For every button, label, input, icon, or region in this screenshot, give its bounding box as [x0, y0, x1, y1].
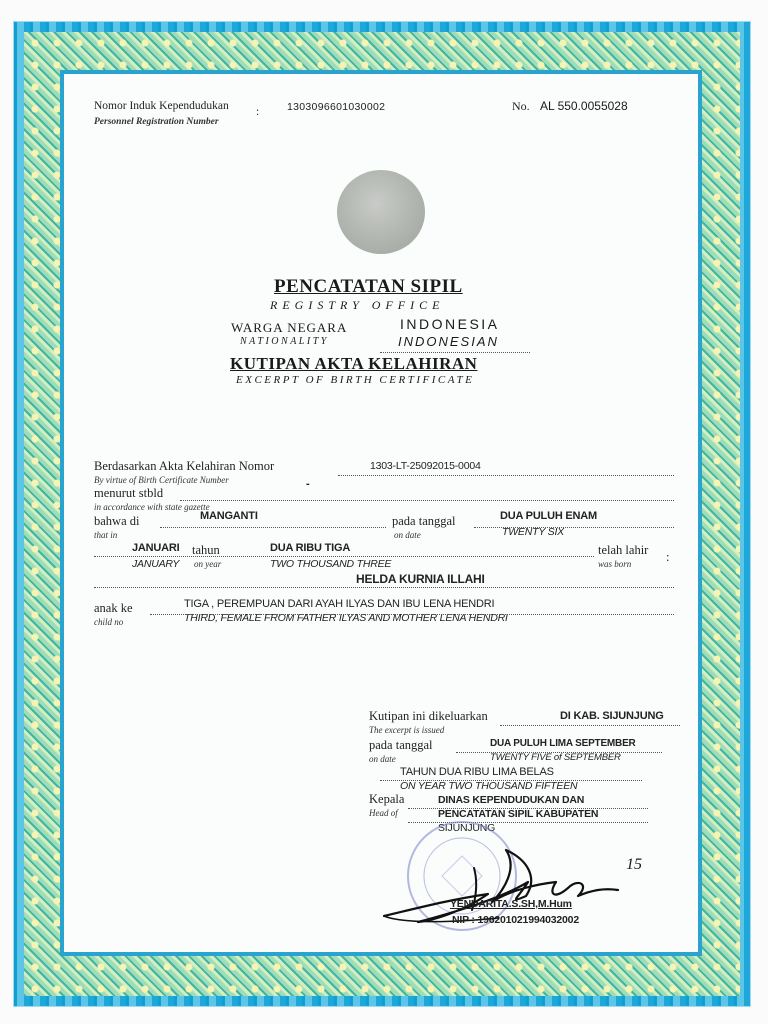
cert-number-label-en: By virtue of Birth Certificate Number: [94, 475, 229, 485]
born-colon: :: [666, 550, 670, 564]
name-dots: [94, 587, 674, 588]
nationality-label-en: NATIONALITY: [240, 336, 329, 347]
issued-year-dots: [380, 780, 642, 781]
official-name: YENUARITA.S.SH,M.Hum: [450, 898, 572, 910]
serial-value: AL 550.0055028: [540, 99, 628, 113]
year-label: tahun: [192, 543, 220, 557]
date-value-en: TWENTY SIX: [502, 526, 564, 538]
place-dots: [160, 527, 386, 528]
child-no-label: anak ke: [94, 601, 133, 615]
place-label-en: that in: [94, 530, 118, 540]
stbld-dots: [180, 500, 674, 501]
issued-date-label-en: on date: [369, 754, 396, 764]
child-no-label-en: child no: [94, 617, 124, 627]
child-name: HELDA KURNIA ILLAHI: [356, 572, 485, 586]
head-label-en: Head of: [369, 808, 398, 818]
issued-dots: [500, 725, 680, 726]
stbld-label-en: in accordance with state gazette: [94, 502, 210, 512]
nationality-label: WARGA NEGARA: [231, 320, 348, 335]
place-value: MANGANTI: [200, 510, 258, 522]
stbld-value: -: [306, 478, 310, 490]
date-value: DUA PULUH ENAM: [500, 510, 598, 522]
cert-number-value: 1303-LT-25092015-0004: [370, 460, 481, 472]
month-value-en: JANUARY: [132, 558, 180, 570]
month-value: JANUARI: [132, 542, 180, 554]
head-value-line3: SIJUNJUNG: [438, 822, 496, 834]
issued-date-dots: [456, 752, 662, 753]
head-value-line2: PENCATATAN SIPIL KABUPATEN: [438, 808, 599, 820]
issued-year-value-en: ON YEAR TWO THOUSAND FIFTEEN: [400, 780, 578, 792]
head-value-line1: DINAS KEPENDUDUKAN DAN: [438, 794, 585, 806]
year-value-en: TWO THOUSAND THREE: [270, 558, 392, 570]
issued-date-label: pada tanggal: [369, 738, 433, 752]
date-dots: [474, 527, 674, 528]
date-label: pada tanggal: [392, 514, 456, 528]
issued-date-value-en: TWENTY FIVE of SEPTEMBER: [490, 752, 621, 763]
year-value: DUA RIBU TIGA: [270, 542, 351, 554]
nationality-dots: [380, 352, 530, 353]
child-value: TIGA , PEREMPUAN DARI AYAH ILYAS DAN IBU LENA HENDRI: [184, 598, 495, 610]
child-dots: [150, 614, 674, 615]
document-title: KUTIPAN AKTA KELAHIRAN: [230, 354, 478, 373]
office-title: PENCATATAN SIPIL: [274, 276, 463, 297]
issued-label-en: The excerpt is issued: [369, 725, 445, 735]
serial-label: No.: [512, 99, 530, 113]
nik-label-en: Personnel Registration Number: [94, 117, 219, 127]
document-title-en: EXCERPT OF BIRTH CERTIFICATE: [236, 374, 475, 386]
head-label: Kepala: [369, 792, 405, 806]
nik-value: 1303096601030002: [287, 101, 386, 113]
issued-year-value: TAHUN DUA RIBU LIMA BELAS: [400, 766, 554, 778]
official-nip: NIP : 196201021994032002: [452, 914, 579, 926]
nationality-value-en: INDONESIAN: [398, 334, 499, 349]
head-dots-1: [408, 808, 648, 809]
issued-label: Kutipan ini dikeluarkan: [369, 709, 488, 723]
place-label: bahwa di: [94, 514, 140, 528]
year-label-en: on year: [194, 559, 222, 569]
emblem-seal: [337, 170, 425, 254]
issued-date-value: DUA PULUH LIMA SEPTEMBER: [490, 738, 636, 749]
signature-mark: 15: [626, 856, 642, 873]
year-dots: [94, 556, 594, 557]
office-title-en: REGISTRY OFFICE: [270, 298, 445, 312]
cert-number-dots: [338, 475, 674, 476]
nik-colon: :: [256, 106, 260, 118]
date-label-en: on date: [394, 530, 421, 540]
nationality-value: INDONESIA: [400, 316, 500, 332]
nik-label: Nomor Induk Kependudukan: [94, 100, 229, 112]
child-value-en: THIRD, FEMALE FROM FATHER ILYAS AND MOTHER LENA HENDRI: [184, 612, 508, 624]
born-label: telah lahir: [598, 543, 649, 557]
stbld-label: menurut stbld: [94, 486, 164, 500]
cert-number-label: Berdasarkan Akta Kelahiran Nomor: [94, 459, 275, 473]
issued-value: DI KAB. SIJUNJUNG: [560, 710, 664, 722]
born-label-en: was born: [598, 559, 632, 569]
